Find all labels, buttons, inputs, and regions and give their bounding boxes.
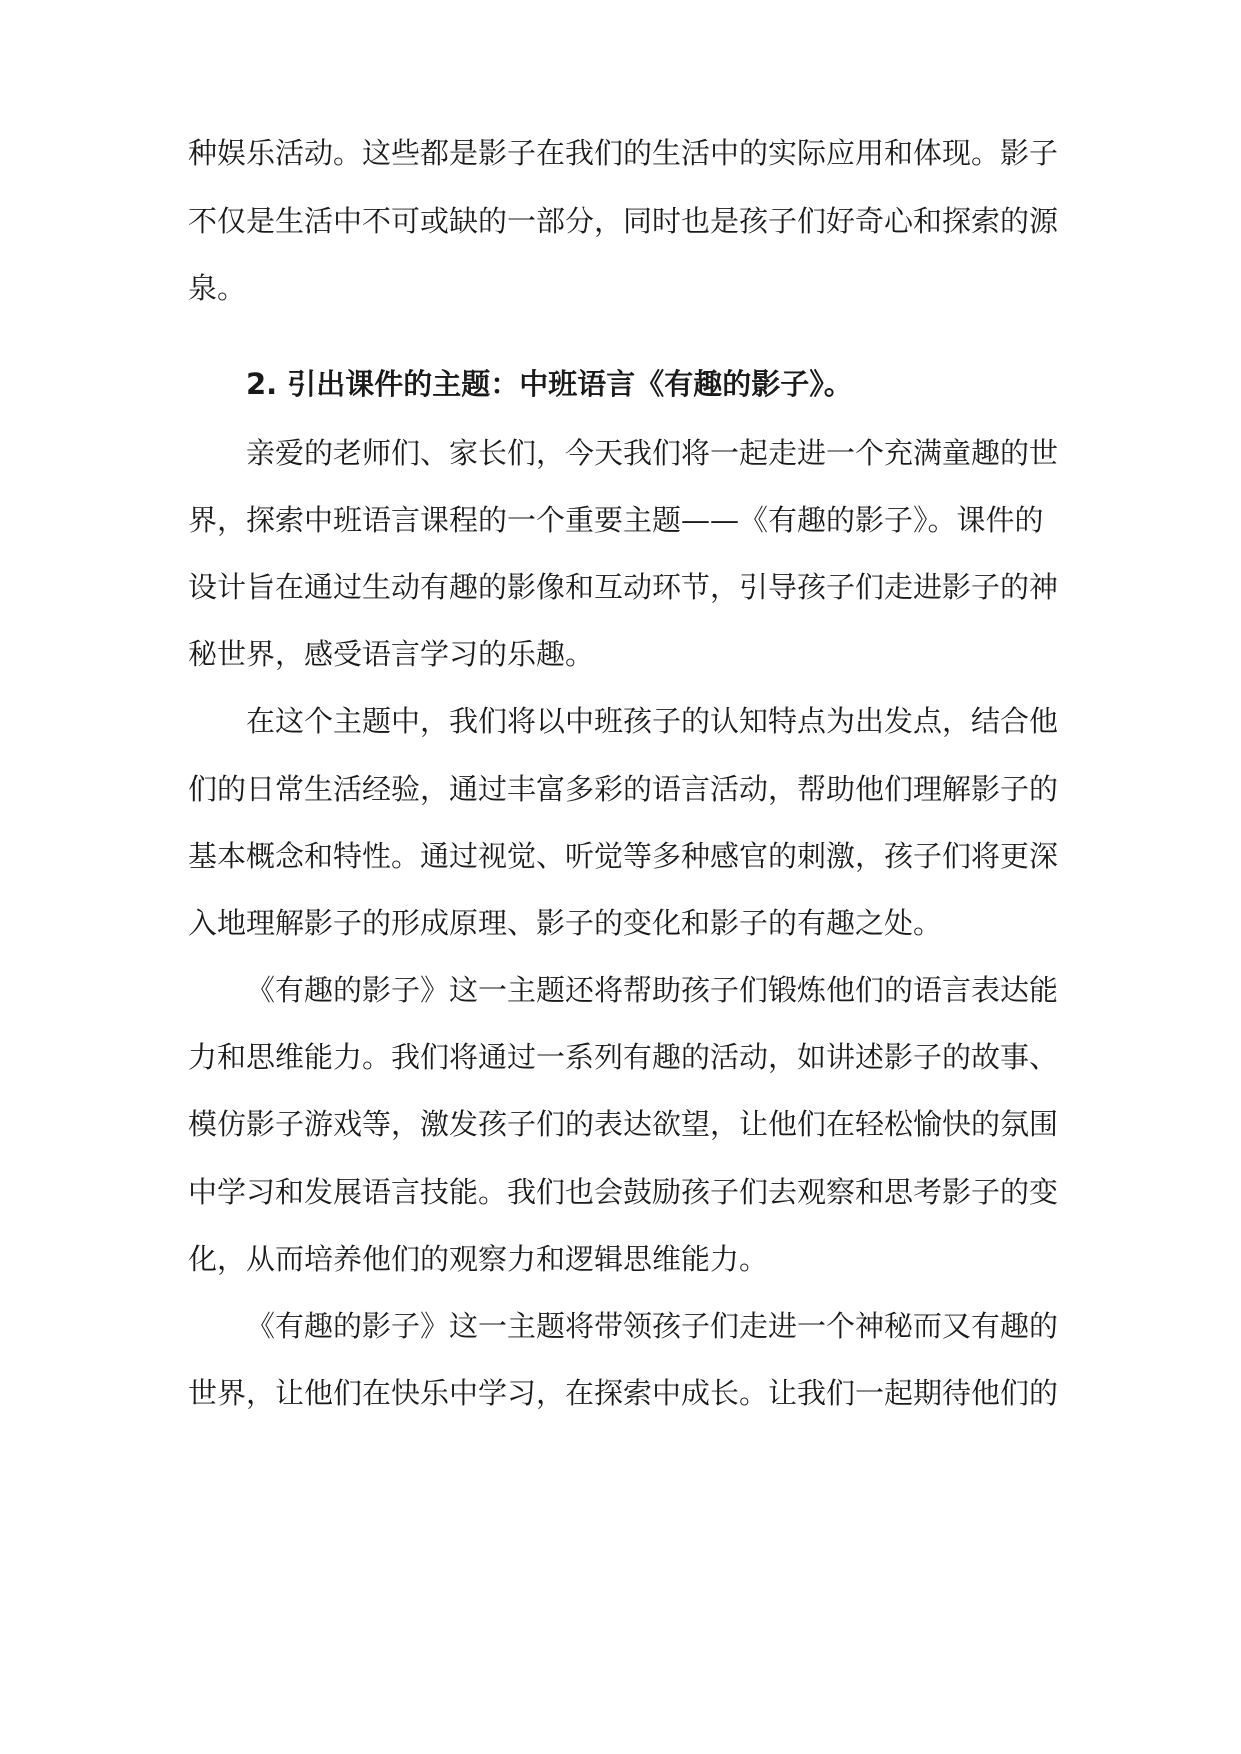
paragraph-3-line-4: 中学习和发展语言技能。我们也会鼓励孩子们去观察和思考影子的变: [188, 1175, 1059, 1209]
paragraph-1-line-4: 秘世界，感受语言学习的乐趣。: [188, 637, 595, 671]
paragraph-4-line-1: 《有趣的影子》这一主题将带领孩子们走进一个神秘而又有趣的: [246, 1309, 1059, 1343]
paragraph-1-line-3: 设计旨在通过生动有趣的影像和互动环节，引导孩子们走进影子的神: [188, 570, 1059, 604]
paragraph-1-line-1: 亲爱的老师们、家长们，今天我们将一起走进一个充满童趣的世: [246, 436, 1059, 470]
paragraph-2-line-4: 入地理解影子的形成原理、影子的变化和影子的有趣之处。: [188, 906, 943, 940]
paragraph-3-line-2: 力和思维能力。我们将通过一系列有趣的活动，如讲述影子的故事、: [188, 1040, 1059, 1074]
intro-line-3: 泉。: [188, 271, 247, 305]
paragraph-2-line-2: 们的日常生活经验，通过丰富多彩的语言活动，帮助他们理解影子的: [188, 772, 1059, 806]
paragraph-2-line-3: 基本概念和特性。通过视觉、听觉等多种感官的刺激，孩子们将更深: [188, 839, 1059, 873]
section-heading: 2. 引出课件的主题：中班语言《有趣的影子》。: [246, 367, 853, 401]
intro-line-2: 不仅是生活中不可或缺的一部分，同时也是孩子们好奇心和探索的源: [188, 204, 1059, 238]
paragraph-3-line-3: 模仿影子游戏等，激发孩子们的表达欲望，让他们在轻松愉快的氛围: [188, 1107, 1059, 1141]
paragraph-1-line-2: 界，探索中班语言课程的一个重要主题——《有趣的影子》。课件的: [188, 503, 1044, 537]
paragraph-4-line-2: 世界，让他们在快乐中学习，在探索中成长。让我们一起期待他们的: [188, 1376, 1059, 1410]
paragraph-3-line-1: 《有趣的影子》这一主题还将帮助孩子们锻炼他们的语言表达能: [246, 973, 1059, 1007]
intro-line-1: 种娱乐活动。这些都是影子在我们的生活中的实际应用和体现。影子: [188, 136, 1059, 170]
paragraph-2-line-1: 在这个主题中，我们将以中班孩子的认知特点为出发点，结合他: [246, 704, 1059, 738]
paragraph-3-line-5: 化，从而培养他们的观察力和逻辑思维能力。: [188, 1242, 769, 1276]
